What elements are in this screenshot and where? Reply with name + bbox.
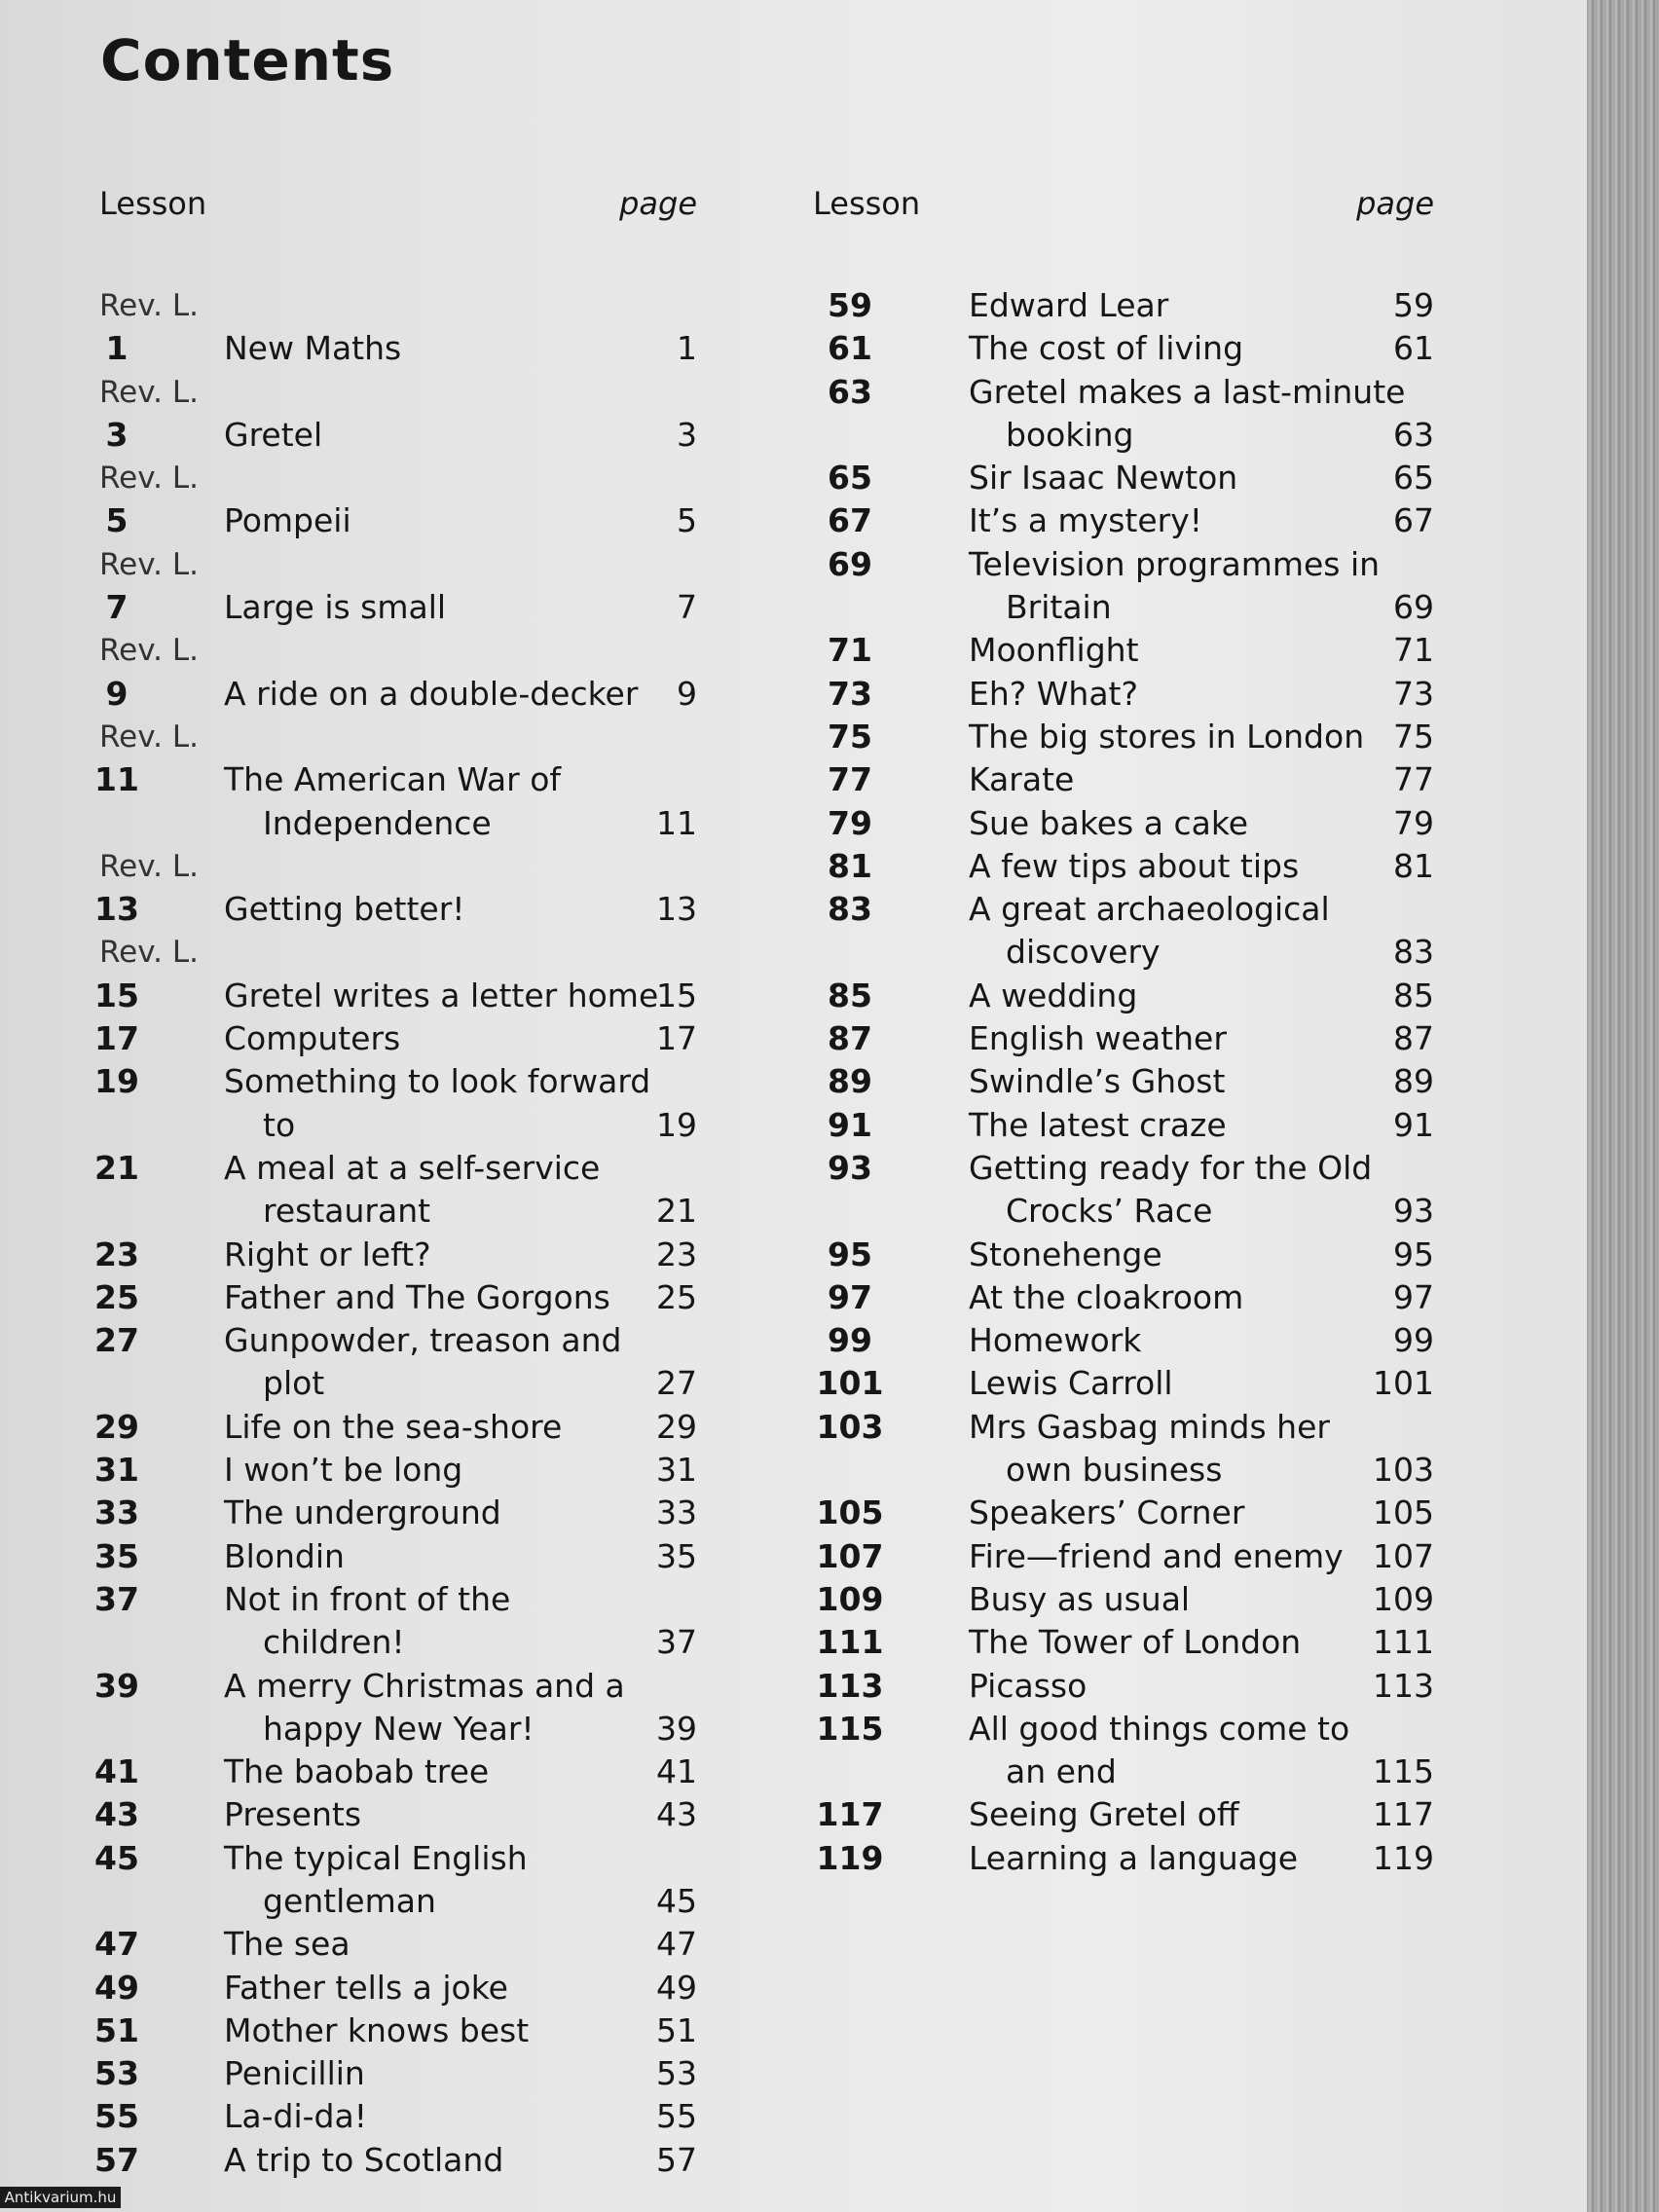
list-item [94,1017,697,1060]
lesson-number: 17 [94,1019,139,1058]
list-item [811,1535,1434,1578]
lesson-number: 47 [94,1925,139,1964]
lesson-title: La-di-da! [224,2097,367,2136]
lesson-title: Moonflight [969,631,1139,670]
page-number: 85 [1393,976,1434,1014]
list-item [94,1923,697,1966]
revision-lesson-label: Rev. L. [99,461,199,497]
lesson-title: The Tower of London [969,1623,1302,1662]
list-item [811,327,1434,370]
lesson-title-continuation: discovery [1006,933,1161,972]
lesson-number: 59 [828,286,872,324]
list-item [811,975,1434,1017]
page-number: 63 [1393,415,1434,454]
lesson-title: Learning a language [969,1838,1299,1877]
lesson-header: Lesson [99,185,207,222]
page-number: 19 [656,1105,697,1144]
lesson-title: A great archaeological [969,890,1330,929]
lesson-title: Sue bakes a cake [969,803,1249,842]
lesson-title: The baobab tree [224,1752,490,1791]
page-number: 101 [1373,1364,1434,1403]
page-number: 3 [677,415,697,454]
list-item [811,371,1434,414]
lesson-number: 49 [94,1968,139,2007]
lesson-header: Lesson [813,185,921,222]
list-item [97,327,697,370]
lesson-title: Penicillin [224,2054,365,2093]
page-number: 111 [1373,1623,1434,1662]
lesson-title: Not in front of the [224,1579,511,1618]
lesson-number: 87 [828,1019,872,1058]
lesson-title: Television programmes in [969,544,1381,583]
page-number: 5 [677,501,697,540]
lesson-number: 53 [94,2054,139,2093]
lesson-title: Homework [969,1321,1142,1360]
lesson-number: 119 [816,1838,884,1877]
list-item [97,1708,697,1751]
lesson-number: 13 [94,890,139,929]
list-item [811,543,1434,586]
lesson-title-continuation: gentleman [263,1881,436,1920]
list-item [97,673,697,716]
lesson-number: 19 [94,1062,139,1101]
lesson-title: Lewis Carroll [969,1364,1173,1403]
lesson-title-continuation: an end [1006,1752,1117,1791]
list-item [94,2009,697,2052]
lesson-title: Seeing Gretel off [969,1795,1239,1834]
list-item [811,499,1434,542]
lesson-title: Gretel writes a letter home [224,976,659,1014]
lesson-number: 37 [94,1579,139,1618]
lesson-number: 95 [828,1235,872,1273]
lesson-title: The sea [224,1925,350,1964]
page-number: 1 [677,329,697,368]
list-item [97,371,697,414]
list-item [94,1837,697,1880]
list-item [811,716,1434,758]
page-number: 75 [1393,717,1434,756]
list-item [811,1017,1434,1060]
page-number: 45 [656,1881,697,1920]
lesson-title: The latest craze [969,1105,1227,1144]
list-item [811,1147,1434,1190]
list-item [811,931,1434,974]
list-item [97,586,697,629]
list-item [811,1319,1434,1362]
lesson-title: Busy as usual [969,1579,1191,1618]
lesson-title: New Maths [224,329,402,368]
lesson-title: A meal at a self-service [224,1148,601,1187]
page-number: 27 [656,1364,697,1403]
lesson-title-continuation: Independence [263,803,492,842]
list-item [811,1449,1434,1492]
revision-lesson-label: Rev. L. [99,935,199,971]
list-item [811,845,1434,888]
lesson-title: Getting ready for the Old [969,1148,1373,1187]
list-item [94,888,697,931]
list-item [97,1621,697,1664]
lesson-title: Computers [224,1019,401,1058]
lesson-number: 111 [816,1623,884,1662]
page-number: 15 [656,976,697,1014]
lesson-number: 35 [94,1536,139,1575]
lesson-number: 27 [94,1321,139,1360]
lesson-number: 1 [105,329,129,368]
list-item [94,1967,697,2009]
page-number: 41 [656,1752,697,1791]
page-number: 115 [1373,1752,1434,1791]
list-item [811,414,1434,457]
page-number: 49 [656,1968,697,2007]
lesson-number: 15 [94,976,139,1014]
list-item [97,1362,697,1405]
list-item [97,1190,697,1233]
page-number: 77 [1393,760,1434,799]
contents-column-left [94,185,697,2182]
lesson-number: 51 [94,2010,139,2049]
list-item [97,1104,697,1147]
lesson-number: 69 [828,544,872,583]
lesson-number: 79 [828,803,872,842]
list-item [94,1751,697,1793]
lesson-title: Picasso [969,1666,1088,1705]
lesson-title-continuation: happy New Year! [263,1709,535,1748]
lesson-title: A trip to Scotland [224,2140,504,2179]
lesson-number: 3 [105,415,129,454]
list-item [94,2052,697,2095]
lesson-title: Gunpowder, treason and [224,1321,622,1360]
revision-lesson-label: Rev. L. [99,374,199,410]
lesson-number: 109 [816,1579,884,1618]
lesson-title: Presents [224,1795,362,1834]
column-header [97,185,697,228]
page-number: 79 [1393,803,1434,842]
lesson-number: 107 [816,1536,884,1575]
lesson-title: All good things come to [969,1709,1350,1748]
list-item [811,1751,1434,1793]
list-item [811,1578,1434,1621]
lesson-number: 99 [828,1321,872,1360]
lesson-title: At the cloakroom [969,1277,1244,1316]
lesson-number: 41 [94,1752,139,1791]
lesson-title: Right or left? [224,1235,431,1273]
list-item [811,1837,1434,1880]
list-item [811,1060,1434,1103]
page-title: Contents [100,27,395,93]
list-item [811,1621,1434,1664]
page-number: 81 [1393,846,1434,885]
lesson-number: 45 [94,1838,139,1877]
list-item [94,758,697,801]
lesson-title: Father and The Gorgons [224,1277,610,1316]
page-number: 93 [1393,1192,1434,1231]
page-number: 89 [1393,1062,1434,1101]
lesson-number: 75 [828,717,872,756]
lesson-title: Swindle’s Ghost [969,1062,1226,1101]
list-item [94,1147,697,1190]
lesson-title: English weather [969,1019,1227,1058]
list-item [97,1880,697,1923]
lesson-title: Stonehenge [969,1235,1162,1273]
page-number: 21 [656,1192,697,1231]
lesson-title: Mrs Gasbag minds her [969,1407,1330,1446]
lesson-title: Fire—friend and enemy [969,1536,1344,1575]
page-number: 113 [1373,1666,1434,1705]
contents-list-right [811,284,1434,1880]
lesson-number: 103 [816,1407,884,1446]
lesson-title-continuation: to [263,1105,296,1144]
lesson-number: 85 [828,976,872,1014]
page-number: 91 [1393,1105,1434,1144]
lesson-number: 9 [105,674,129,713]
list-item [811,758,1434,801]
lesson-number: 29 [94,1407,139,1446]
list-item [94,1665,697,1708]
list-item [811,586,1434,629]
lesson-title-continuation: Crocks’ Race [1006,1192,1213,1231]
lesson-title: Gretel [224,415,323,454]
page-number: 59 [1393,286,1434,324]
list-item [97,802,697,845]
list-item [811,1104,1434,1147]
lesson-title: The typical English [224,1838,528,1877]
page-number: 103 [1373,1451,1434,1490]
list-item [94,2095,697,2138]
list-item [97,931,697,974]
lesson-title-continuation: Britain [1006,588,1112,627]
lesson-number: 7 [105,588,129,627]
page-number: 37 [656,1623,697,1662]
list-item [97,284,697,327]
list-item [97,543,697,586]
page-number: 73 [1393,674,1434,713]
list-item [811,284,1434,327]
page-number: 69 [1393,588,1434,627]
lesson-title: Blondin [224,1536,345,1575]
lesson-title: Speakers’ Corner [969,1493,1245,1532]
lesson-number: 55 [94,2097,139,2136]
list-item [97,629,697,672]
lesson-number: 71 [828,631,872,670]
lesson-title: Life on the sea-shore [224,1407,563,1446]
page-number: 35 [656,1536,697,1575]
page-number: 51 [656,2010,697,2049]
page-number: 65 [1393,459,1434,498]
lesson-number: 117 [816,1795,884,1834]
revision-lesson-label: Rev. L. [99,633,199,669]
lesson-title-continuation: plot [263,1364,325,1403]
page-number: 17 [656,1019,697,1058]
revision-lesson-label: Rev. L. [99,848,199,884]
lesson-number: 25 [94,1277,139,1316]
lesson-number: 73 [828,674,872,713]
list-item [811,1190,1434,1233]
list-item [811,1492,1434,1534]
page-number: 107 [1373,1536,1434,1575]
list-item [94,1535,697,1578]
list-item [811,1406,1434,1449]
lesson-title: Getting better! [224,890,465,929]
lesson-number: 101 [816,1364,884,1403]
list-item [94,1492,697,1534]
page-number: 105 [1373,1493,1434,1532]
lesson-number: 93 [828,1148,872,1187]
lesson-title: Gretel makes a last-minute [969,372,1406,411]
lesson-number: 63 [828,372,872,411]
watermark: Antikvarium.hu [0,2187,121,2208]
page-number: 99 [1393,1321,1434,1360]
lesson-number: 43 [94,1795,139,1834]
page-number: 67 [1393,501,1434,540]
lesson-number: 31 [94,1451,139,1490]
page-number: 25 [656,1277,697,1316]
lesson-title: It’s a mystery! [969,501,1202,540]
lesson-title-continuation: booking [1006,415,1134,454]
page-number: 43 [656,1795,697,1834]
list-item [811,1793,1434,1836]
revision-lesson-label: Rev. L. [99,719,199,755]
lesson-title: A wedding [969,976,1138,1014]
lesson-number: 5 [105,501,129,540]
lesson-title: Large is small [224,588,447,627]
page-number: 61 [1393,329,1434,368]
list-item [94,1449,697,1492]
page-header: page [1356,185,1434,222]
list-item [811,802,1434,845]
page-number: 57 [656,2140,697,2179]
list-item [94,1319,697,1362]
lesson-title: The underground [224,1493,501,1532]
list-item [94,1234,697,1276]
list-item [94,1276,697,1319]
page-number: 23 [656,1235,697,1273]
page-number: 13 [656,890,697,929]
list-item [94,1793,697,1836]
lesson-number: 115 [816,1709,884,1748]
column-header [811,185,1434,228]
page-number: 11 [656,803,697,842]
page-number: 119 [1373,1838,1434,1877]
revision-lesson-label: Rev. L. [99,546,199,582]
lesson-title-continuation: children! [263,1623,405,1662]
list-item [811,1362,1434,1405]
page-number: 7 [677,588,697,627]
lesson-number: 23 [94,1235,139,1273]
lesson-title: Pompeii [224,501,351,540]
page-number: 71 [1393,631,1434,670]
list-item [94,1060,697,1103]
list-item [94,975,697,1017]
list-item [811,629,1434,672]
lesson-number: 91 [828,1105,872,1144]
lesson-title-continuation: restaurant [263,1192,431,1231]
list-item [811,1708,1434,1751]
lesson-number: 33 [94,1493,139,1532]
list-item [94,1578,697,1621]
lesson-title-continuation: own business [1006,1451,1223,1490]
lesson-title: The cost of living [969,329,1244,368]
page-number: 31 [656,1451,697,1490]
lesson-title: A ride on a double-decker [224,674,639,713]
lesson-number: 81 [828,846,872,885]
lesson-title: Eh? What? [969,674,1138,713]
lesson-number: 61 [828,329,872,368]
lesson-number: 105 [816,1493,884,1532]
lesson-title: The American War of [224,760,562,799]
list-item [811,1234,1434,1276]
lesson-title: A few tips about tips [969,846,1300,885]
page-number: 83 [1393,933,1434,972]
contents-list-left [94,284,697,2182]
list-item [97,716,697,758]
list-item [811,888,1434,931]
lesson-title: A merry Christmas and a [224,1666,625,1705]
page-number: 109 [1373,1579,1434,1618]
lesson-number: 113 [816,1666,884,1705]
lesson-number: 65 [828,459,872,498]
page-number: 39 [656,1709,697,1748]
lesson-number: 83 [828,890,872,929]
page-number: 53 [656,2054,697,2093]
lesson-number: 67 [828,501,872,540]
lesson-number: 77 [828,760,872,799]
lesson-title: Karate [969,760,1075,799]
lesson-number: 57 [94,2140,139,2179]
lesson-number: 97 [828,1277,872,1316]
list-item [94,2139,697,2182]
lesson-title: Edward Lear [969,286,1169,324]
list-item [97,457,697,499]
page-number: 95 [1393,1235,1434,1273]
list-item [94,1406,697,1449]
list-item [97,414,697,457]
page-number: 33 [656,1493,697,1532]
list-item [811,457,1434,499]
lesson-number: 89 [828,1062,872,1101]
contents-column-right [811,185,1434,1880]
page-number: 97 [1393,1277,1434,1316]
page-number: 47 [656,1925,697,1964]
page-number: 55 [656,2097,697,2136]
lesson-title: Father tells a joke [224,1968,508,2007]
page-number: 29 [656,1407,697,1446]
lesson-title: Something to look forward [224,1062,651,1101]
lesson-title: Mother knows best [224,2010,530,2049]
lesson-number: 39 [94,1666,139,1705]
list-item [97,499,697,542]
book-spine-edge [1587,0,1659,2212]
lesson-title: Sir Isaac Newton [969,459,1238,498]
lesson-number: 11 [94,760,139,799]
list-item [811,1665,1434,1708]
lesson-title: The big stores in London [969,717,1365,756]
lesson-title: I won’t be long [224,1451,463,1490]
list-item [811,1276,1434,1319]
page-number: 87 [1393,1019,1434,1058]
page-number: 117 [1373,1795,1434,1834]
list-item [97,845,697,888]
lesson-number: 21 [94,1148,139,1187]
page-number: 9 [677,674,697,713]
page-header: page [619,185,697,222]
list-item [811,673,1434,716]
revision-lesson-label: Rev. L. [99,288,199,323]
